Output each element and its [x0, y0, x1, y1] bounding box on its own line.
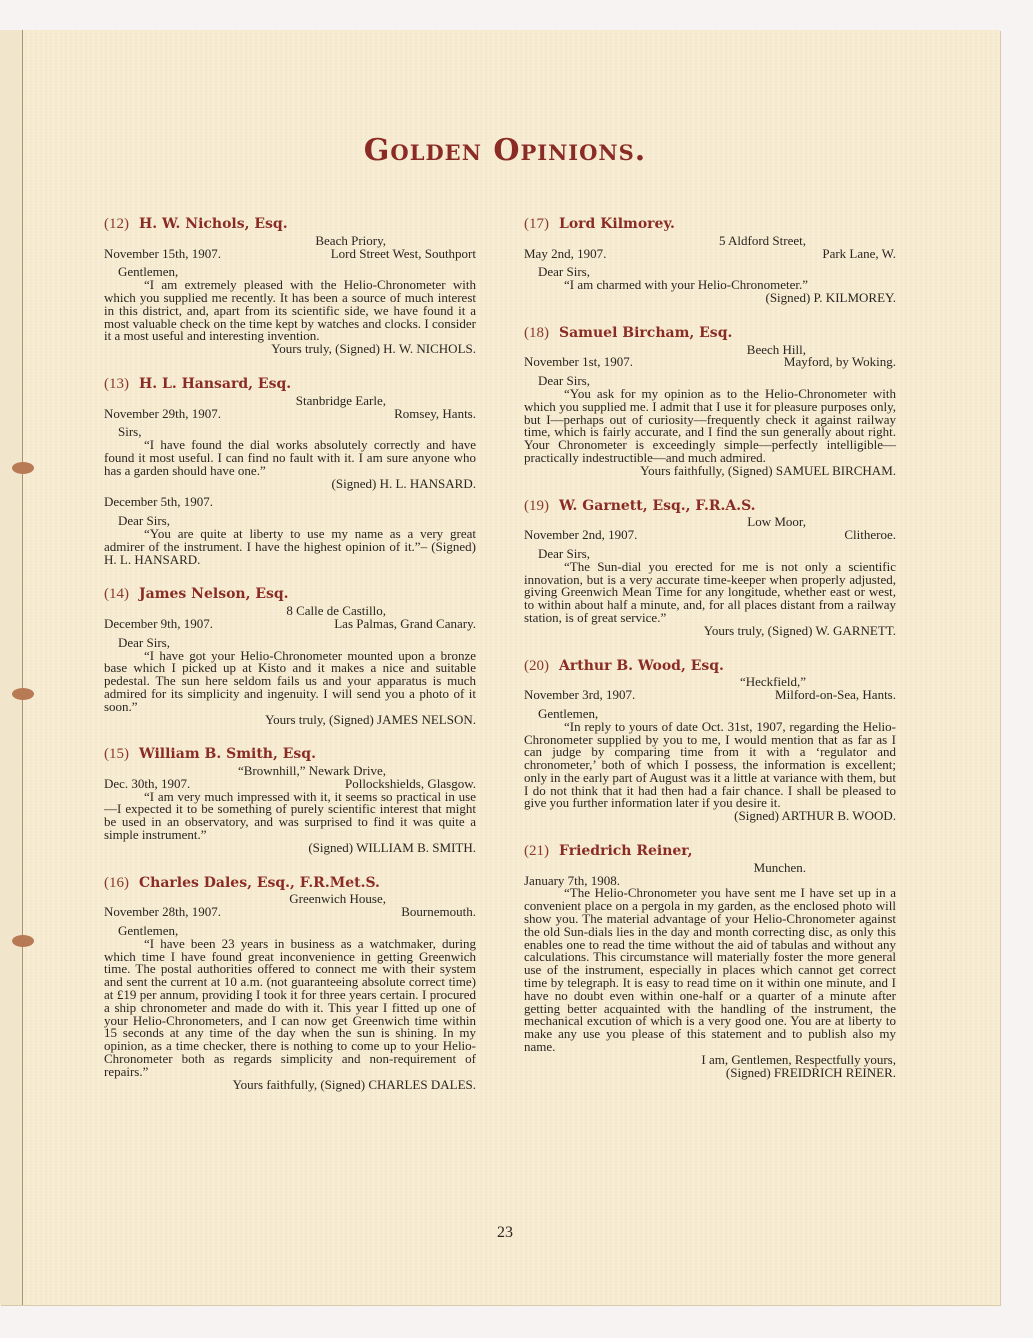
letter-body: “I have found the dial works absolutely correctly and have found it most useful. I can find no fault with it. I am sure anyone who has a garden should have one.”	[104, 437, 476, 478]
letter-date: December 5th, 1907.	[104, 494, 214, 510]
date-address-row	[524, 356, 896, 369]
letter-date: November 2nd, 1907.	[524, 527, 638, 543]
letter-date: Dec. 30th, 1907.	[104, 775, 191, 791]
signature: (Signed) ARTHUR B. WOOD.	[734, 808, 896, 824]
letter-body: “I have got your Helio-Chronometer mounted upon a bronze base which I picked up at Kisto and it makes a nice and suitable pedestal. The sun here seldom fails us and your apparatus is much admired for its simplicity and ingenuity. I will send you a photo of it soon.”	[104, 647, 476, 714]
salutation: Dear Sirs,	[118, 513, 170, 529]
testimonial-heading	[104, 375, 476, 392]
signature: Yours faithfully, (Signed) CHARLES DALES.	[232, 1076, 476, 1092]
address-line: 8 Calle de Castillo,	[286, 603, 386, 619]
left-column	[104, 218, 476, 1113]
salutation: Dear Sirs,	[118, 634, 170, 650]
letter-body: “In reply to yours of date Oct. 31st, 1907, regarding the Helio-Chronometer supplied by you to me, I would mention that as far as I can judge by comparing time from it with a ‘regulator and chronometer,’ both of which I possess, the information is excellent; only in the early part of August was it a little at variance with them, but I do not think that it had then had a fair chance. I shall be pleased to give you further information later if you desire it.	[524, 718, 896, 811]
right-column	[524, 218, 896, 1101]
testimonial-entry	[104, 588, 476, 726]
address-line: Stanbridge Earle,	[295, 392, 386, 408]
letter-date: November 15th, 1907.	[104, 245, 221, 261]
letter-date: December 9th, 1907.	[104, 615, 214, 631]
salutation: Gentlemen,	[118, 264, 179, 280]
testimonial-number: (12)	[104, 216, 129, 232]
binding-strip	[0, 30, 23, 1305]
letter-body: “I am very much impressed with it, it seems so practical in use—I expected it to be something of purely scientific interest that might be used in an observatory, and was surprised to find it was quite a simple instrument.”	[104, 788, 476, 843]
testimonial-author: W. Garnett, Esq., F.R.A.S.	[559, 497, 756, 514]
address-line: Lord Street West, Southport	[330, 245, 476, 261]
address-line: Low Moor,	[747, 514, 806, 530]
address-line: Beach Priory,	[315, 232, 386, 248]
letter-body: “You ask for my opinion as to the Helio-Chronometer with which you supplied me. I admit that I use it for pleasure purposes only, but I—perhaps out of curiosity—frequently check it against railway time, which is fairly accurate, and I find the sun generally about right. Your Chronometer is exceedingly simple—perfectly intelligible—practically indestructible—and much admired.	[524, 385, 896, 465]
signature: Yours truly, (Signed) JAMES NELSON.	[265, 711, 476, 727]
address-line: 5 Aldford Street,	[718, 232, 806, 248]
date-address-row	[524, 245, 896, 261]
letter-date: November 29th, 1907.	[104, 405, 221, 421]
testimonial-heading	[104, 748, 476, 761]
address-line: Pollockshields, Glasgow.	[345, 775, 476, 791]
address-line: “Heckfield,”	[739, 674, 806, 690]
testimonial-author: H. L. Hansard, Esq.	[139, 375, 292, 392]
address-line: Beech Hill,	[746, 341, 806, 357]
signature: (Signed) P. KILMOREY.	[765, 289, 896, 305]
letter-body: “I am extremely pleased with the Helio-Chronometer with which you supplied me recently. It has been a source of much interest in this district, and, apart from its scientific side, we have found it a most valuable check on the time kept by watches and clocks. I consider it a most useful and interesting invention.	[104, 277, 476, 344]
letter-date: January 7th, 1908.	[524, 872, 621, 888]
testimonial-number: (19)	[524, 497, 549, 514]
address-line: “Brownhill,” Newark Drive,	[237, 763, 386, 779]
testimonial-heading	[524, 218, 896, 231]
binding-stitch	[12, 462, 34, 474]
testimonial-entry	[524, 657, 896, 824]
testimonial-heading	[104, 588, 476, 601]
address-line: Romsey, Hants.	[394, 405, 476, 421]
letter-date: November 28th, 1907.	[104, 904, 221, 920]
testimonial-number: (16)	[104, 874, 129, 891]
testimonial-heading	[524, 497, 896, 514]
salutation: Dear Sirs,	[538, 373, 590, 389]
testimonial-author: Charles Dales, Esq., F.R.Met.S.	[139, 874, 380, 891]
letter-date: November 3rd, 1907.	[524, 687, 636, 703]
closing: I am, Gentlemen, Respectfully yours,	[701, 1051, 896, 1067]
testimonial-entry	[104, 748, 476, 854]
testimonial-entry	[524, 218, 896, 305]
letter-body: “I have been 23 years in business as a watchmaker, during which time I have found great inconvenience in getting Greenwich time. The postal authorities offered to connect me with their system and sent the current at 10 a.m. (not guaranteeing absolute correct time) at £19 per annum, providing I took it for three years certain. I procured a ship chronometer and made do with it. This year I fitted up one of your Helio-Chronometers, and I can now get Greenwich time within 15 seconds at any time of the day when the sun is shining. In my opinion, as a time checker, there is nothing to come up to your Helio-Chronometer both as regards simplicity and non-requirement of repairs.”	[104, 935, 476, 1079]
signature: Yours truly, (Signed) W. GARNETT.	[703, 622, 896, 638]
salutation: Gentlemen,	[538, 705, 599, 721]
address-line: Clitheroe.	[844, 527, 896, 543]
date-address-row	[104, 615, 476, 631]
testimonial-author: Samuel Bircham, Esq.	[559, 324, 733, 341]
address-line: Las Palmas, Grand Canary.	[334, 615, 476, 631]
letter-body: “The Helio-Chronometer you have sent me I have set up in a convenient place on a pergola in my garden, as the enclosed photo will show you. The material advantage of your Helio-Chronometer against the old Sun-dials lies in the day and month correcting disc, as only this enables one to read the time without the aid of tabulas and without any calculations. This circumstance will materially foster the more general use of the instrument, especially in places which cannot get correct time by telegraph. It is easy to read time on it within one minute, and I have no doubt even within one-half or a quarter of a minute after getting better acquainted with the handling of the instrument, the mechanical excution of which is a very good one. You are at liberty to make any use you please of this statement and to publish also my name.	[524, 885, 896, 1055]
letter-date: November 1st, 1907.	[524, 354, 634, 370]
signature: Yours truly, (Signed) H. W. NICHOLS.	[271, 341, 476, 357]
testimonial-author: Friedrich Reiner,	[559, 843, 693, 860]
binding-stitch	[12, 688, 34, 700]
testimonial-entry	[104, 375, 476, 567]
salutation: Gentlemen,	[118, 923, 179, 939]
signature: (Signed) H. L. HANSARD.	[331, 475, 476, 491]
salutation: Sirs,	[118, 424, 142, 440]
testimonial-author: William B. Smith, Esq.	[139, 746, 316, 763]
testimonial-entry	[104, 218, 476, 356]
date-address-row	[104, 405, 476, 421]
testimonial-number: (18)	[524, 324, 549, 341]
letter-date: May 2nd, 1907.	[524, 245, 607, 261]
signature: (Signed) FREIDRICH REINER.	[725, 1064, 896, 1080]
address-line: Mayford, by Woking.	[783, 354, 896, 370]
testimonial-heading	[524, 324, 896, 341]
testimonial-number: (17)	[524, 216, 549, 232]
salutation: Dear Sirs,	[538, 545, 590, 561]
address-line: Milford-on-Sea, Hants.	[775, 687, 896, 703]
letter-body: “The Sun-dial you erected for me is not only a scientific innovation, but is a very accurate time-keeper when properly adjusted, giving Greenwich Mean Time for any longitude, whether east or west, to within about half a minute, and, for all places distant from a railway station, is of great service.”	[524, 558, 896, 625]
testimonial-entry	[104, 874, 476, 1092]
address-line: Bournemouth.	[401, 904, 476, 920]
letter-body: “I am charmed with your Helio-Chronometer.”	[564, 277, 809, 293]
signature: Yours faithfully, (Signed) SAMUEL BIRCHAM.	[640, 462, 896, 478]
letter-body: “You are quite at liberty to use my name as a very great admirer of the instrument. I have the highest opinion of it.”– (Signed) H. L. HANSARD.	[104, 525, 476, 567]
address-line: Munchen.	[753, 859, 806, 875]
testimonial-number: (20)	[524, 657, 549, 674]
page-number: 23	[497, 1224, 513, 1241]
testimonial-entry	[524, 845, 896, 1079]
testimonial-number: (14)	[104, 586, 129, 603]
testimonial-number: (15)	[104, 746, 129, 763]
testimonial-author: James Nelson, Esq.	[139, 586, 289, 603]
testimonial-heading	[104, 218, 476, 231]
date-address-row	[104, 906, 476, 919]
testimonial-author: H. W. Nichols, Esq.	[139, 216, 288, 232]
date-address-row	[524, 689, 896, 702]
testimonial-heading	[524, 657, 896, 674]
testimonial-author: Lord Kilmorey.	[559, 216, 675, 232]
binding-stitch	[12, 935, 34, 947]
testimonial-author: Arthur B. Wood, Esq.	[559, 657, 724, 674]
salutation: Dear Sirs,	[538, 264, 590, 280]
testimonial-number: (13)	[104, 375, 129, 392]
signature: (Signed) WILLIAM B. SMITH.	[308, 839, 476, 855]
testimonial-heading	[524, 845, 896, 858]
testimonial-number: (21)	[524, 843, 549, 860]
page-title: Golden Opinions.	[363, 133, 647, 168]
address-line: Park Lane, W.	[822, 245, 896, 261]
testimonial-entry	[524, 324, 896, 478]
date-address-row	[104, 245, 476, 261]
date-address-row	[524, 529, 896, 542]
address-line: Greenwich House,	[289, 891, 386, 907]
testimonial-heading	[104, 874, 476, 891]
testimonial-entry	[524, 497, 896, 638]
